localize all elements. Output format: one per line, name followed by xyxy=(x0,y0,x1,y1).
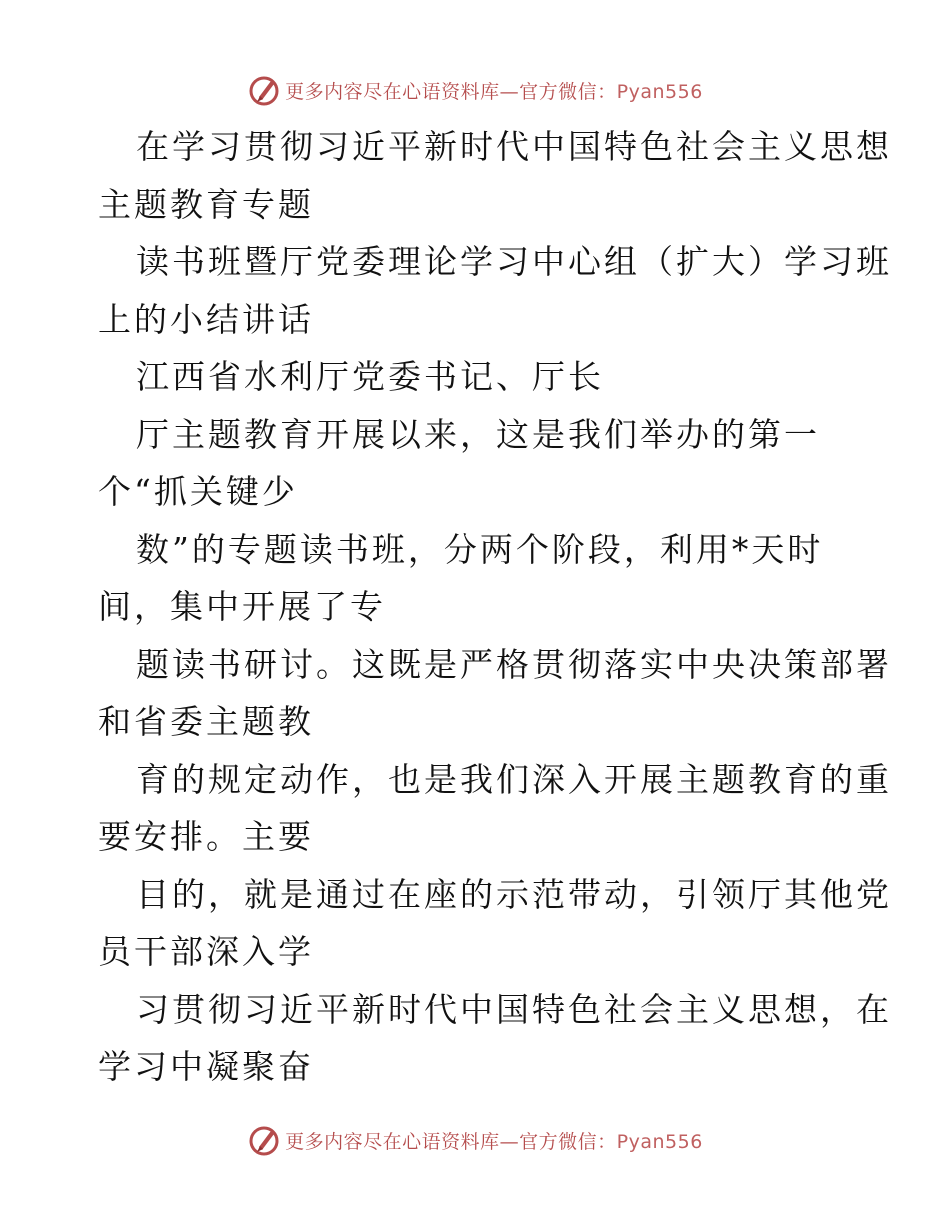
text-line: 厅主题教育开展以来，这是我们举办的第一 xyxy=(136,414,820,454)
text-line: 个“抓关键少 xyxy=(98,472,298,511)
text-line: 和省委主题教 xyxy=(98,702,314,741)
text-line: 学习中凝聚奋 xyxy=(98,1047,314,1086)
banner-text: 更多内容尽在心语资料库—官方微信：Pyan556 xyxy=(285,1130,703,1153)
text-line: 员干部深入学 xyxy=(98,932,314,971)
footer-banner xyxy=(0,1122,950,1158)
text-line: 间，集中开展了专 xyxy=(98,587,386,626)
text-line: 习贯彻习近平新时代中国特色社会主义思想，在 xyxy=(136,989,892,1029)
text-line: 上的小结讲话 xyxy=(98,299,314,339)
wechat-id: Pyan556 xyxy=(616,1130,703,1153)
banner-text: 更多内容尽在心语资料库—官方微信：Pyan556 xyxy=(285,80,703,103)
text-line: 育的规定动作，也是我们深入开展主题教育的重 xyxy=(136,759,892,799)
header-banner xyxy=(0,72,950,108)
wechat-id: Pyan556 xyxy=(616,80,703,103)
text-line: 要安排。主要 xyxy=(98,817,314,856)
text-line: 目的，就是通过在座的示范带动，引领厅其他党 xyxy=(136,874,892,914)
text-line: 读书班暨厅党委理论学习中心组（扩大）学习班 xyxy=(136,242,892,281)
text-line: 数”的专题读书班，分两个阶段，利用*天时 xyxy=(136,529,824,569)
document-body xyxy=(98,118,892,1096)
text-line: 主题教育专题 xyxy=(98,184,314,224)
text-line: 题读书研讨。这既是严格贯彻落实中央决策部署 xyxy=(136,644,892,684)
pen-nib-circle-icon xyxy=(247,73,281,107)
text-line: 在学习贯彻习近平新时代中国特色社会主义思想 xyxy=(136,127,892,166)
pen-nib-circle-icon xyxy=(247,1123,281,1157)
text-line: 江西省水利厅党委书记、厅长 xyxy=(136,357,604,396)
